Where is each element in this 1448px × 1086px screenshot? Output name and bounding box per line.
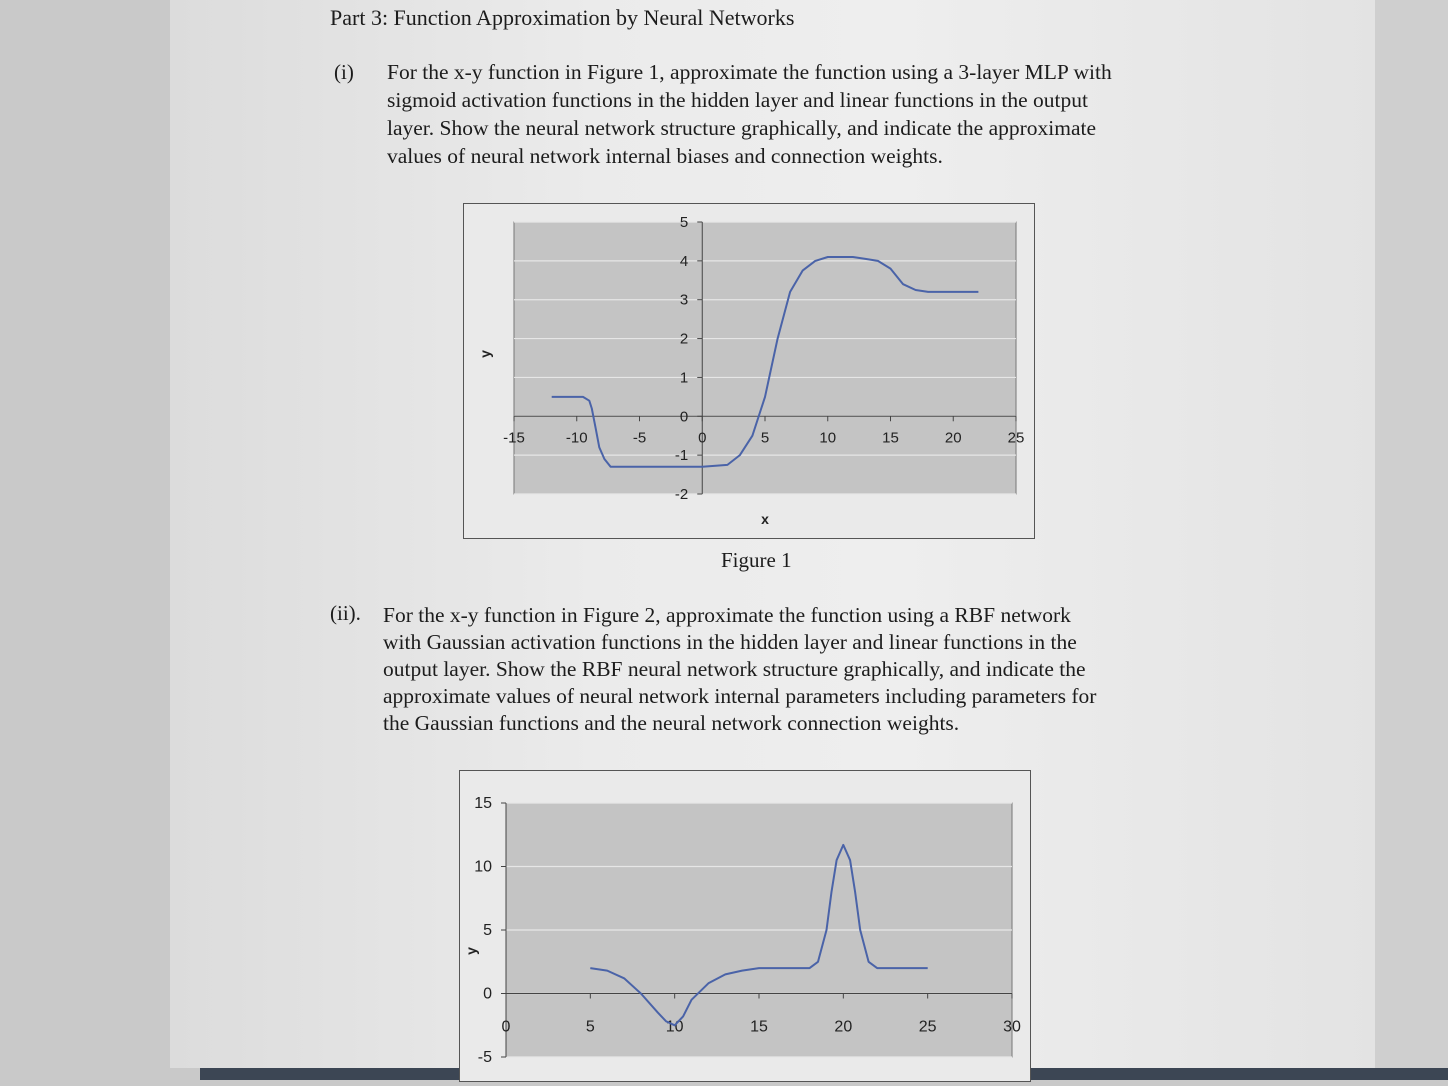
question-2-label: (ii). [330, 601, 361, 625]
y-tick-label: -2 [674, 486, 689, 503]
x-tick-label: 10 [665, 1018, 684, 1036]
y-tick-label: -1 [674, 447, 689, 465]
y-tick-label: -5 [477, 1049, 492, 1066]
x-tick-label: -15 [503, 429, 525, 447]
x-axis-label: x [761, 511, 769, 527]
x-tick-label: 15 [750, 1018, 768, 1036]
x-tick-label: 5 [585, 1018, 595, 1036]
x-tick-label: 0 [501, 1018, 511, 1036]
question-1-line: values of neural network internal biases and connection weights. [387, 144, 943, 168]
figure-2-chart-frame [459, 770, 1031, 1082]
figure-1-chart [464, 204, 1034, 538]
y-tick-label: 2 [679, 330, 689, 348]
y-axis-label: y [477, 350, 493, 358]
question-2-line: with Gaussian activation functions in the hidden layer and linear functions in the [383, 630, 1077, 654]
y-tick-label: 3 [679, 291, 689, 309]
x-tick-label: 25 [1007, 429, 1025, 447]
y-tick-label: 5 [679, 214, 689, 231]
x-tick-label: 10 [819, 429, 837, 447]
question-2-line: approximate values of neural network internal parameters including parameters for [383, 684, 1097, 708]
x-tick-label: -10 [565, 429, 588, 447]
y-axis-label: y [463, 947, 479, 955]
y-tick-label: 15 [474, 795, 492, 812]
y-tick-label: 0 [483, 985, 492, 1003]
y-tick-label: 10 [474, 858, 492, 876]
x-tick-label: 0 [698, 429, 707, 447]
question-1-line: sigmoid activation functions in the hidden layer and linear functions in the output [387, 88, 1088, 112]
page-margin [1375, 0, 1448, 1080]
question-2-line: the Gaussian functions and the neural network connection weights. [383, 711, 960, 735]
figure-2-chart [460, 771, 1030, 1081]
question-2-line: For the x-y function in Figure 2, approximate the function using a RBF network [383, 603, 1071, 627]
question-2-line: output layer. Show the RBF neural network structure graphically, and indicate the [383, 657, 1086, 681]
y-tick-label: 4 [679, 252, 689, 270]
figure-1-chart-frame [463, 203, 1035, 539]
y-tick-label: 5 [483, 922, 492, 939]
x-tick-label: 20 [834, 1018, 853, 1036]
y-tick-label: 1 [679, 369, 689, 387]
x-tick-label: 15 [882, 429, 899, 447]
x-tick-label: 20 [944, 429, 962, 447]
x-tick-label: -5 [632, 429, 647, 447]
x-tick-label: 30 [1003, 1018, 1021, 1036]
question-1-line: For the x-y function in Figure 1, approximate the function using a 3-layer MLP with [387, 60, 1112, 84]
question-1-line: layer. Show the neural network structure graphically, and indicate the approximate [387, 116, 1097, 140]
y-tick-label: 0 [679, 408, 689, 426]
x-tick-label: 25 [918, 1018, 937, 1036]
plot-area [514, 222, 1016, 494]
question-1-label: (i) [334, 60, 354, 84]
x-tick-label: 5 [760, 429, 770, 447]
section-heading: Part 3: Function Approximation by Neural Networks [330, 5, 795, 30]
figure-1-caption: Figure 1 [721, 548, 792, 572]
